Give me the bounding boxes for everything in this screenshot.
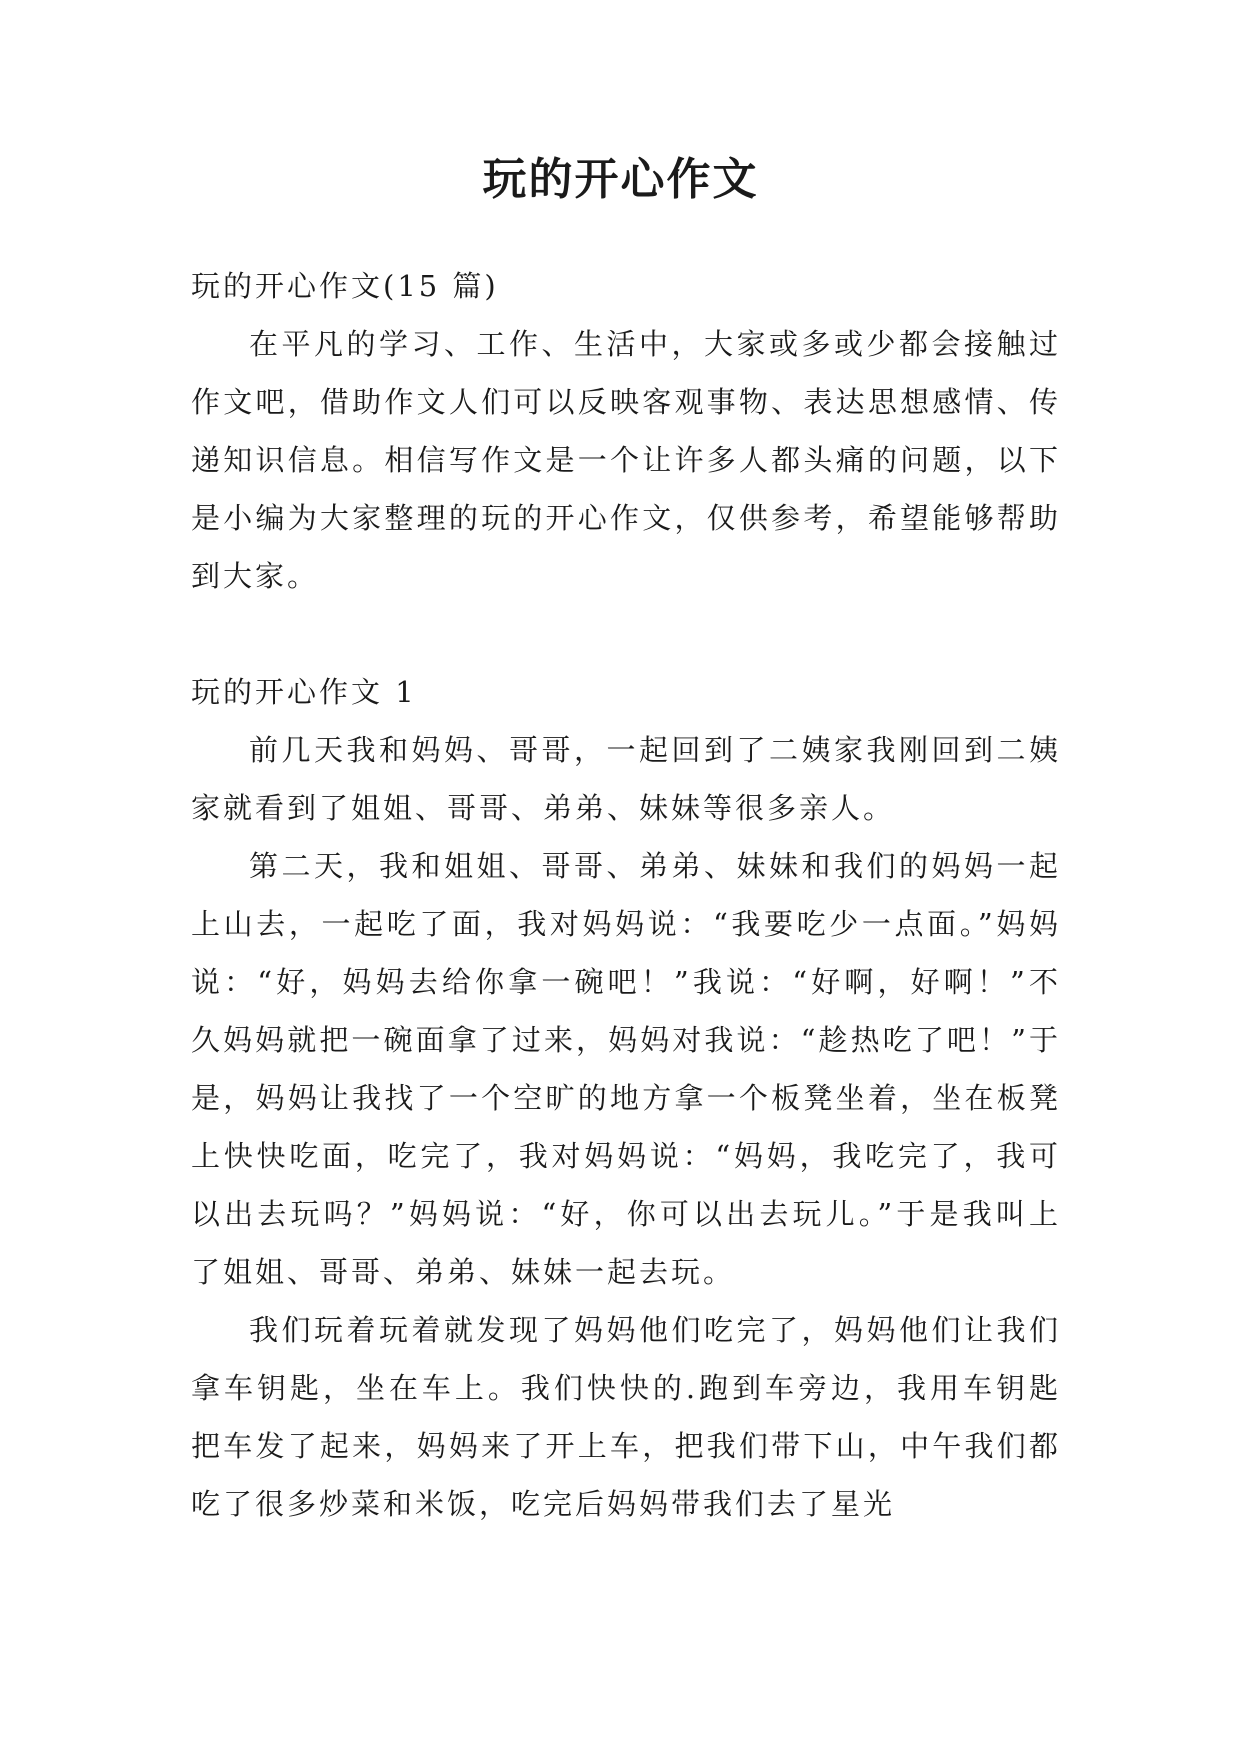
section-paragraph: 我们玩着玩着就发现了妈妈他们吃完了，妈妈他们让我们拿车钥匙，坐在车上。我们快快的.跑到车旁边，我用车钥匙把车发了起来，妈妈来了开上车，把我们带下山，中午我们都吃了很多炒菜和米饭，吃完后妈妈带我们去了星光 [191, 1313, 1061, 1521]
section-paragraph: 前几天我和妈妈、哥哥，一起回到了二姨家我刚回到二姨家就看到了姐姐、哥哥、弟弟、妹妹等很多亲人。 [191, 733, 1061, 825]
section-paragraph: 第二天，我和姐姐、哥哥、弟弟、妹妹和我们的妈妈一起上山去，一起吃了面，我对妈妈说：“我要吃少一点面。”妈妈说：“好，妈妈去给你拿一碗吧！”我说：“好啊，好啊！”不久妈妈就把一碗面拿了过来，妈妈对我说：“趁热吃了吧！”于是，妈妈让我找了一个空旷的地方拿一个板凳坐着，坐在板凳上快快吃面，吃完了，我对妈妈说：“妈妈，我吃完了，我可以出去玩吗？”妈妈说：“好，你可以出去玩儿。”于是我叫上了姐姐、哥哥、弟弟、妹妹一起去玩。 [191, 849, 1061, 1289]
document-title: 玩的开心作文 [482, 154, 759, 205]
section-heading: 玩的开心作文 1 [191, 675, 417, 709]
document-body [191, 257, 1061, 1533]
section-spacer [191, 605, 1061, 663]
intro-paragraph: 在平凡的学习、工作、生活中，大家或多或少都会接触过作文吧，借助作文人们可以反映客观事物、表达思想感情、传递知识信息。相信写作文是一个让许多人都头痛的问题，以下是小编为大家整理的玩的开心作文，仅供参考，希望能够帮助到大家。 [191, 327, 1061, 593]
intro-heading: 玩的开心作文(15 篇) [191, 269, 499, 303]
